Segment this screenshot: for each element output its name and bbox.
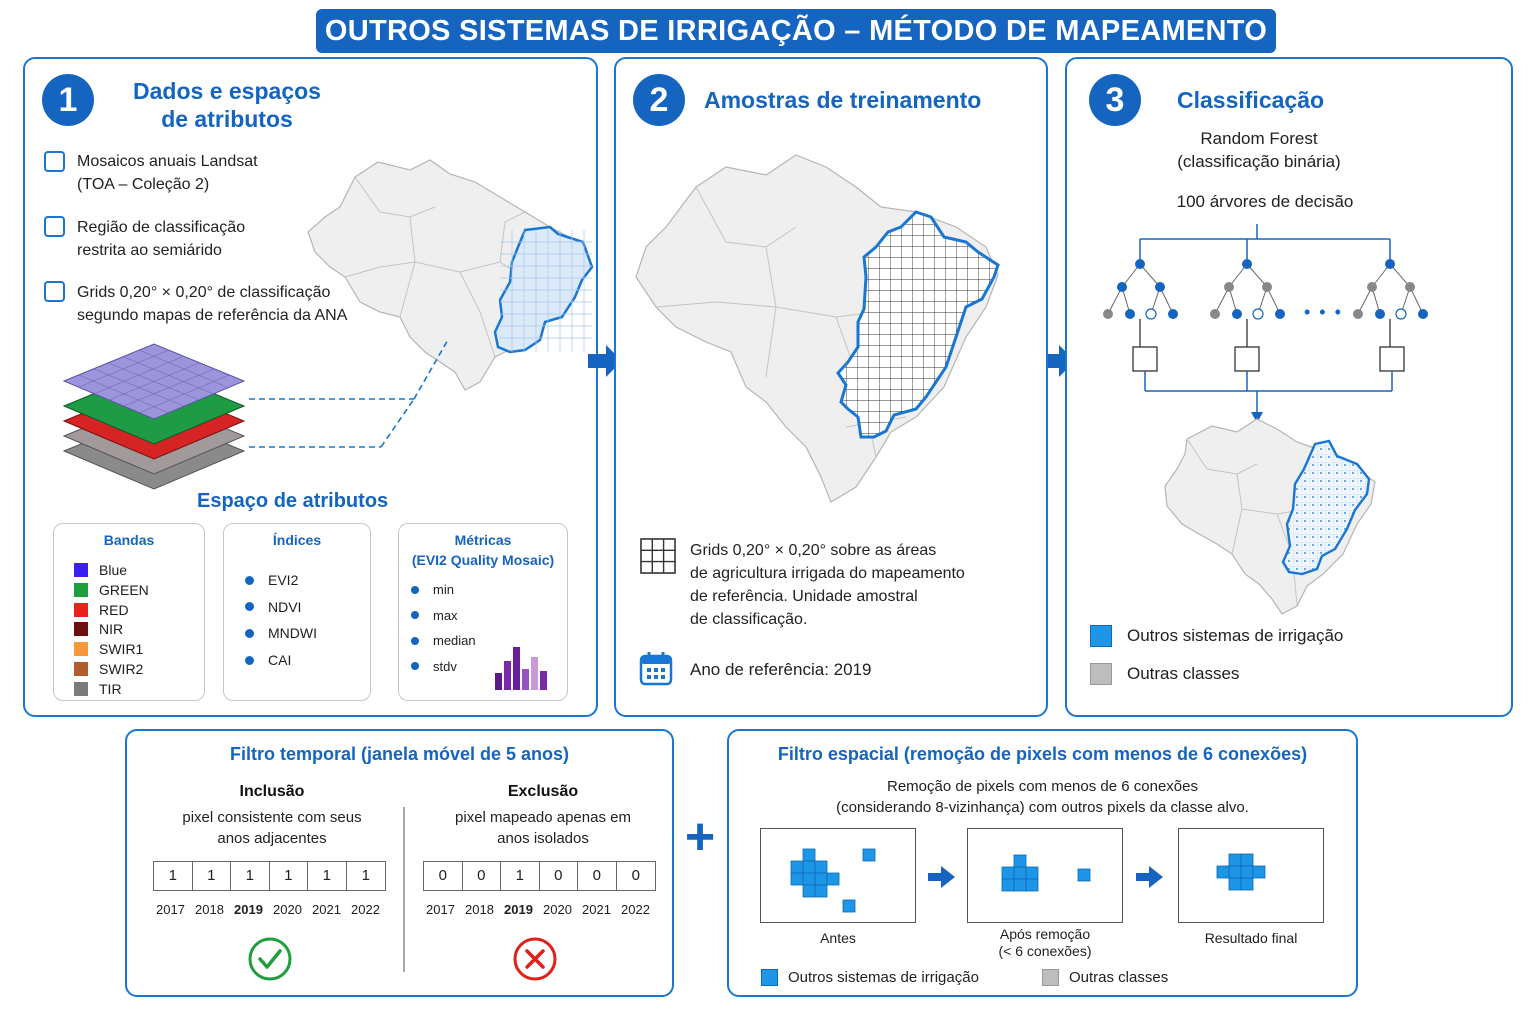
year-label: 2020 bbox=[273, 902, 302, 917]
item-region bbox=[77, 216, 245, 262]
checkbox-icon bbox=[44, 151, 65, 172]
grid-text-line: Grids 0,20° × 0,20° sobre as áreas bbox=[690, 542, 937, 559]
timeline-cell: 1 bbox=[154, 862, 193, 890]
decision-tree-icon bbox=[1353, 259, 1428, 319]
index-item bbox=[245, 599, 301, 615]
band-item bbox=[74, 562, 127, 578]
plus-icon: + bbox=[684, 808, 716, 866]
inclusion-desc-line2: anos adjacentes bbox=[217, 830, 327, 847]
bullet-icon bbox=[411, 662, 419, 670]
legend-other-classes bbox=[1090, 663, 1239, 685]
spatial-desc-line1: Remoção de pixels com menos de 6 conexões bbox=[886, 778, 1198, 795]
step-number-2: 2 bbox=[633, 74, 685, 126]
model-line1: Random Forest bbox=[1200, 129, 1318, 148]
band-item bbox=[74, 582, 149, 598]
timeline-cell: 0 bbox=[424, 862, 463, 890]
bar-histogram-icon bbox=[493, 641, 557, 691]
metric-label: median bbox=[433, 633, 476, 648]
panel-temporal-filter bbox=[125, 729, 674, 997]
pixels-after-box bbox=[967, 828, 1123, 923]
year-label-highlight: 2019 bbox=[234, 902, 263, 917]
metric-label: stdv bbox=[433, 658, 457, 674]
calendar-icon bbox=[638, 650, 674, 686]
decision-tree-icon bbox=[1210, 259, 1285, 319]
index-label: NDVI bbox=[268, 598, 302, 615]
divider bbox=[403, 807, 405, 972]
pixels-before-box bbox=[760, 828, 916, 923]
timeline-cell: 0 bbox=[578, 862, 617, 890]
band-item bbox=[74, 661, 143, 677]
band-color-swatch bbox=[74, 563, 88, 577]
metrics-header-line2: (EVI2 Quality Mosaic) bbox=[411, 552, 555, 568]
exclusion-timeline bbox=[423, 861, 656, 891]
index-label: EVI2 bbox=[268, 572, 299, 588]
band-label: NIR bbox=[99, 621, 124, 638]
panel-data-attributes bbox=[23, 57, 598, 717]
landsat-layer-stack-icon bbox=[59, 339, 459, 499]
inclusion-desc-line1: pixel consistente com seus bbox=[182, 809, 362, 826]
timeline-cell: 1 bbox=[361, 867, 370, 884]
arrow-right-icon bbox=[927, 865, 957, 889]
item-landsat bbox=[77, 150, 258, 196]
metric-item bbox=[411, 633, 476, 648]
bands-header: Bandas bbox=[103, 532, 155, 548]
pixels-final-box bbox=[1178, 828, 1324, 923]
year-label: 2020 bbox=[543, 902, 572, 917]
panel1-title-line2: de atributos bbox=[161, 106, 293, 132]
item-line: Grids 0,20° × 0,20° de classificação bbox=[77, 284, 331, 301]
pixel-cluster-before bbox=[761, 829, 917, 924]
model-name bbox=[1067, 127, 1451, 173]
year-label: 2021 bbox=[312, 902, 341, 917]
timeline-cell: 1 bbox=[501, 862, 540, 890]
legend-swatch-irrigation bbox=[761, 969, 778, 986]
index-label: MNDWI bbox=[268, 625, 317, 642]
cross-circle-icon bbox=[512, 936, 558, 982]
band-color-swatch bbox=[74, 662, 88, 676]
metric-label: max bbox=[433, 607, 458, 623]
band-label: Blue bbox=[99, 562, 128, 578]
item-line: (TOA – Coleção 2) bbox=[77, 176, 210, 193]
band-item bbox=[74, 681, 122, 697]
band-label: RED bbox=[99, 601, 129, 618]
exclusion-desc-line1: pixel mapeado apenas em bbox=[455, 809, 631, 826]
spatial-desc bbox=[729, 776, 1356, 818]
panel-spatial-filter bbox=[727, 729, 1358, 997]
item-line: Mosaicos anuais Landsat bbox=[77, 153, 258, 170]
year-label: 2018 bbox=[195, 902, 224, 917]
legend-label: Outras classes bbox=[1069, 969, 1169, 986]
checkbox-icon bbox=[44, 216, 65, 237]
trees-count: 100 árvores de decisão bbox=[1176, 192, 1354, 211]
index-item bbox=[245, 652, 291, 668]
panel2-title: Amostras de treinamento bbox=[704, 87, 982, 113]
main-title: OUTROS SISTEMAS DE IRRIGAÇÃO – MÉTODO DE MAPEAMENTO bbox=[316, 9, 1276, 53]
band-label: GREEN bbox=[99, 581, 149, 598]
inclusion-header: Inclusão bbox=[239, 783, 305, 800]
metrics-box bbox=[398, 523, 568, 701]
metric-item bbox=[411, 608, 458, 623]
bullet-icon bbox=[245, 656, 254, 665]
index-label: CAI bbox=[268, 652, 292, 669]
arrow-right-icon bbox=[1135, 865, 1165, 889]
legend-label: Outros sistemas de irrigação bbox=[788, 969, 979, 986]
checkbox-icon bbox=[44, 281, 65, 302]
metric-item bbox=[411, 659, 457, 674]
band-color-swatch bbox=[74, 622, 88, 636]
pixel-cluster-final bbox=[1179, 829, 1325, 924]
bands-box bbox=[53, 523, 205, 701]
attr-space-title: Espaço de atributos bbox=[197, 490, 389, 512]
spatial-legend-irrigation bbox=[761, 969, 979, 986]
legend-swatch-other bbox=[1090, 663, 1112, 685]
legend-label: Outras classes bbox=[1127, 664, 1240, 683]
indices-box bbox=[223, 523, 371, 701]
exclusion-desc bbox=[423, 807, 663, 849]
metric-label: min bbox=[433, 582, 454, 597]
metric-item bbox=[411, 582, 454, 597]
pixel-cluster-after bbox=[968, 829, 1124, 924]
bullet-icon bbox=[411, 611, 419, 619]
timeline-cell: 0 bbox=[540, 862, 579, 890]
caption-final: Resultado final bbox=[1204, 930, 1298, 946]
index-item bbox=[245, 572, 298, 588]
step-number-3: 3 bbox=[1089, 74, 1141, 126]
temporal-filter-title: Filtro temporal (janela móvel de 5 anos) bbox=[229, 744, 570, 764]
legend-swatch-irrigation bbox=[1090, 625, 1112, 647]
band-item bbox=[74, 602, 129, 618]
exclusion-years bbox=[421, 902, 655, 917]
band-label: SWIR2 bbox=[99, 661, 144, 677]
spatial-desc-line2: (considerando 8-vizinhança) com outros pixels da classe alvo. bbox=[836, 799, 1249, 816]
band-color-swatch bbox=[74, 642, 88, 656]
caption-after bbox=[967, 926, 1123, 960]
timeline-cell: 0 bbox=[463, 862, 502, 890]
band-color-swatch bbox=[74, 583, 88, 597]
bullet-icon bbox=[245, 629, 254, 638]
inclusion-years bbox=[151, 902, 385, 917]
year-label: 2022 bbox=[351, 902, 380, 917]
model-line2: (classificação binária) bbox=[1177, 152, 1341, 171]
grid-text-line: de classificação. bbox=[690, 611, 808, 628]
grid-icon bbox=[639, 537, 677, 575]
step-number-1: 1 bbox=[42, 74, 94, 126]
spatial-filter-title: Filtro espacial (remoção de pixels com menos de 6 conexões) bbox=[777, 744, 1308, 764]
item-line: Região de classificação bbox=[77, 219, 246, 236]
metrics-header-line1: Métricas bbox=[454, 532, 512, 548]
indices-header: Índices bbox=[272, 532, 322, 548]
bullet-icon bbox=[245, 602, 254, 611]
random-forest-diagram bbox=[1097, 219, 1437, 424]
bullet-icon bbox=[411, 637, 419, 645]
metrics-header bbox=[399, 530, 567, 570]
panel1-title bbox=[127, 77, 327, 133]
grid-text-line: de agricultura irrigada do mapeamento bbox=[690, 565, 965, 582]
bullet-icon bbox=[411, 586, 419, 594]
tree-ellipsis: • • • bbox=[1304, 302, 1343, 322]
band-item bbox=[74, 641, 143, 657]
band-label: SWIR1 bbox=[99, 641, 144, 658]
year-label: 2017 bbox=[426, 902, 455, 917]
caption-after-line1: Após remoção bbox=[999, 926, 1091, 942]
band-color-swatch bbox=[74, 682, 88, 696]
year-label: 2017 bbox=[156, 902, 185, 917]
brazil-map-classified bbox=[1157, 414, 1387, 619]
panel3-title: Classificação bbox=[1177, 87, 1325, 113]
band-item bbox=[74, 621, 123, 637]
bullet-icon bbox=[245, 576, 254, 585]
inclusion-timeline bbox=[153, 861, 386, 891]
timeline-cell: 1 bbox=[193, 862, 232, 890]
year-label: 2018 bbox=[465, 902, 494, 917]
year-label: 2021 bbox=[582, 902, 611, 917]
index-item bbox=[245, 625, 317, 641]
reference-year: Ano de referência: 2019 bbox=[690, 660, 872, 679]
legend-swatch-other bbox=[1042, 969, 1059, 986]
caption-before: Antes bbox=[820, 930, 856, 946]
item-line: segundo mapas de referência da ANA bbox=[77, 307, 348, 324]
item-line: restrita ao semiárido bbox=[77, 242, 222, 259]
panel-classification bbox=[1065, 57, 1513, 717]
legend-irrigation bbox=[1090, 625, 1343, 647]
timeline-cell: 1 bbox=[231, 862, 270, 890]
panel1-title-line1: Dados e espaços bbox=[133, 78, 321, 104]
decision-tree-icon bbox=[1103, 259, 1178, 319]
exclusion-desc-line2: anos isolados bbox=[497, 830, 589, 847]
band-label: TIR bbox=[99, 680, 122, 697]
caption-after-line2: (< 6 conexões) bbox=[998, 943, 1092, 959]
panel-training-samples bbox=[614, 57, 1048, 717]
exclusion-header: Exclusão bbox=[507, 783, 579, 800]
year-label-highlight: 2019 bbox=[504, 902, 533, 917]
timeline-cell: 1 bbox=[308, 862, 347, 890]
legend-label: Outros sistemas de irrigação bbox=[1127, 626, 1344, 645]
band-color-swatch bbox=[74, 603, 88, 617]
year-label: 2022 bbox=[621, 902, 650, 917]
inclusion-desc bbox=[152, 807, 392, 849]
grid-text-line: de referência. Unidade amostral bbox=[690, 588, 918, 605]
spatial-legend-other bbox=[1042, 969, 1168, 986]
timeline-cell: 1 bbox=[270, 862, 309, 890]
grid-description bbox=[690, 539, 965, 631]
timeline-cell: 0 bbox=[631, 867, 640, 884]
check-circle-icon bbox=[247, 936, 293, 982]
brazil-map-training-grid bbox=[626, 147, 1026, 512]
